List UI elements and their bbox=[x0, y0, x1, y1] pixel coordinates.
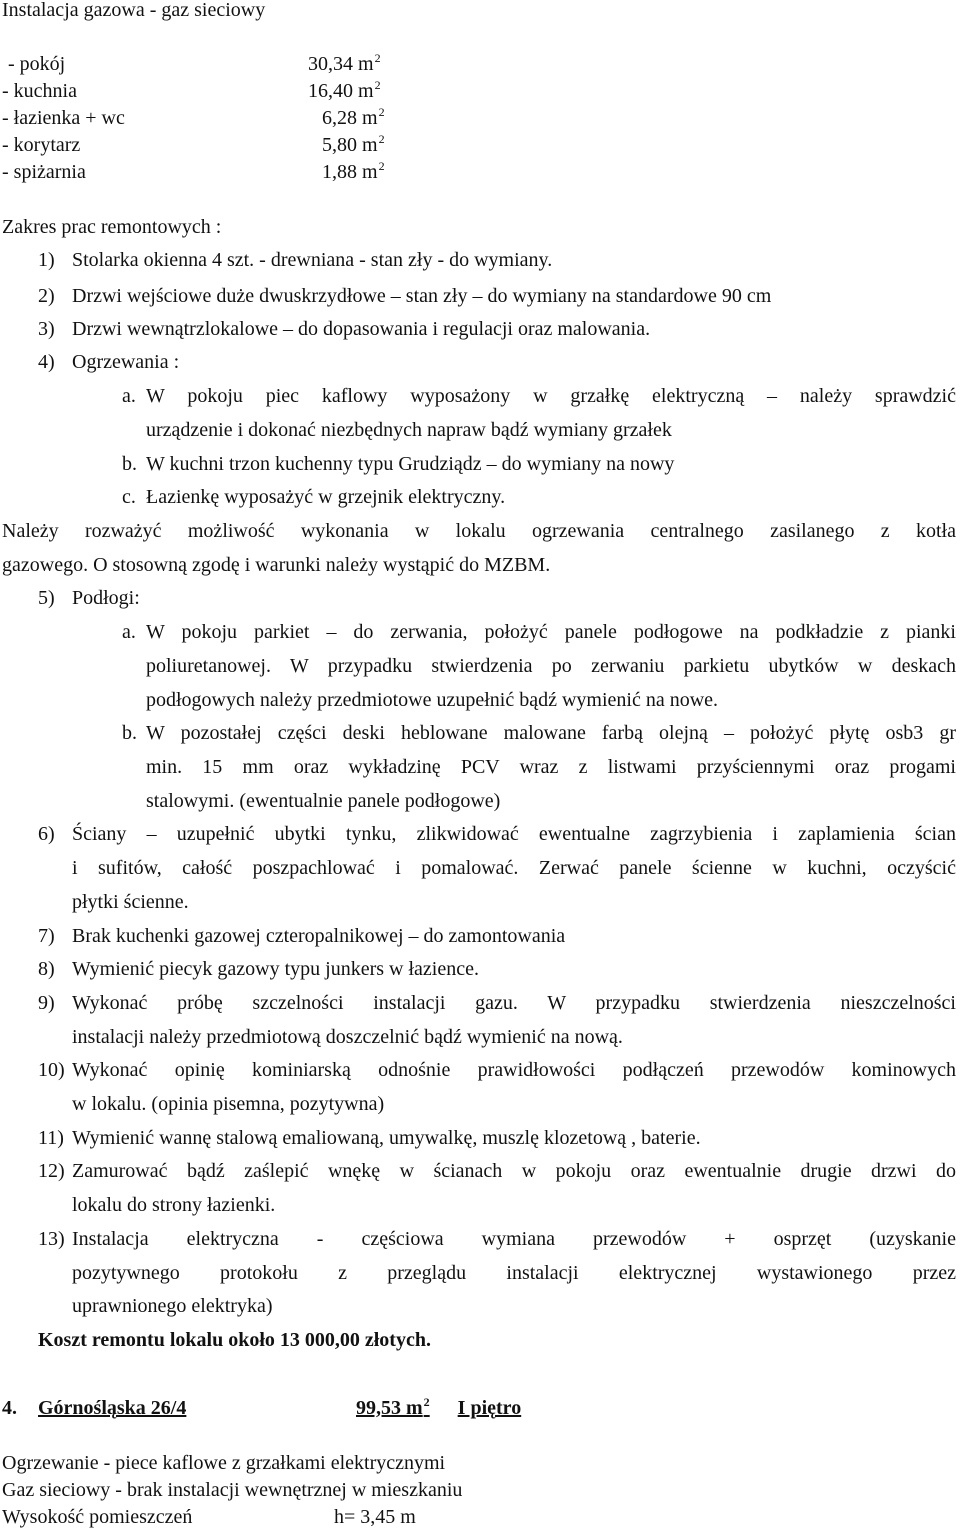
room-name: - korytarz bbox=[2, 134, 81, 156]
item-2: Drzwi wejściowe duże dwuskrzydłowe – stan zły – do wymiany na standardowe 90 cm bbox=[72, 285, 772, 307]
item-number: 13) bbox=[38, 1228, 65, 1250]
section-number: 4. bbox=[2, 1397, 17, 1419]
item-number: 6) bbox=[38, 823, 55, 845]
page-title: Instalacja gazowa - gaz sieciowy bbox=[2, 0, 266, 21]
item-13-line: pozytywnego protokołu z przeglądu instalacji elektrycznej wystawionego przez bbox=[72, 1262, 956, 1284]
subitem-letter: b. bbox=[122, 722, 137, 744]
room-area: 6,28 $m^2$ bbox=[322, 105, 385, 129]
item-4b: W kuchni trzon kuchenny typu Grudziądz – do wymiany na nowy bbox=[146, 453, 675, 475]
item-5b-line: min. 15 mm oraz wykładzinę PCV wraz z listwami przyściennymi oraz progami bbox=[146, 756, 956, 778]
item-7: Brak kuchenki gazowej czteropalnikowej – do zamontowania bbox=[72, 925, 566, 947]
item-number: 5) bbox=[38, 587, 55, 609]
room-name: - spiżarnia bbox=[2, 161, 86, 183]
item-4c: Łazienkę wyposażyć w grzejnik elektryczny. bbox=[146, 486, 506, 508]
item-9-line: instalacji należy przedmiotową doszczelnić bądź wymienić na nową. bbox=[72, 1026, 623, 1048]
item-number: 11) bbox=[38, 1127, 64, 1149]
item-10-line: w lokalu. (opinia pisemna, pozytywna) bbox=[72, 1093, 385, 1115]
item-5a-line: poliuretanowej. W przypadku stwierdzenia po zerwaniu parkietu ubytków w deskach bbox=[146, 655, 956, 677]
cost-summary: Koszt remontu lokalu około 13 000,00 złotych. bbox=[38, 1329, 431, 1351]
item-5b-line: W pozostałej części deski heblowane malowane farbą olejną – położyć płytę osb3 gr bbox=[146, 722, 956, 744]
item-6-line: Ściany – uzupełnić ubytki tynku, zlikwidować ewentualne zagrzybienia i zaplamienia ścian bbox=[72, 823, 956, 845]
item-8: Wymienić piecyk gazowy typu junkers w łazience. bbox=[72, 958, 479, 980]
item-5: Podłogi: bbox=[72, 587, 140, 609]
scope-heading: Zakres prac remontowych : bbox=[2, 216, 222, 238]
item-number: 9) bbox=[38, 992, 55, 1014]
heating-info: Ogrzewanie - piece kaflowe z grzałkami elektrycznymi bbox=[2, 1452, 446, 1474]
heating-note-line: Należy rozważyć możliwość wykonania w lokalu ogrzewania centralnego zasilanego z kotła bbox=[2, 520, 956, 542]
item-number: 7) bbox=[38, 925, 55, 947]
item-5a-line: W pokoju parkiet – do zerwania, położyć panele podłogowe na podkładzie z pianki bbox=[146, 621, 956, 643]
section-area: 99,53 $m^2$ I piętro bbox=[356, 1395, 522, 1419]
item-6-line: płytki ścienne. bbox=[72, 891, 189, 913]
room-name: - pokój bbox=[8, 53, 66, 75]
item-number: 3) bbox=[38, 318, 55, 340]
item-5a-line: podłogowych należy przedmiotowe uzupełnić bądź wymienić na nowe. bbox=[146, 689, 719, 711]
item-number: 10) bbox=[38, 1059, 65, 1081]
item-13-line: uprawnionego elektryka) bbox=[72, 1295, 273, 1317]
item-4a-line: W pokoju piec kaflowy wyposażony w grzałkę elektryczną – należy sprawdzić bbox=[146, 385, 956, 407]
item-3: Drzwi wewnątrzlokalowe – do dopasowania i regulacji oraz malowania. bbox=[72, 318, 651, 340]
room-name: - kuchnia bbox=[2, 80, 77, 102]
room-name: - łazienka + wc bbox=[2, 107, 125, 129]
room-area: 16,40 $m^2$ bbox=[308, 78, 381, 102]
heating-note-line: gazowego. O stosowną zgodę i warunki należy wystąpić do MZBM. bbox=[2, 554, 551, 576]
item-number: 12) bbox=[38, 1160, 65, 1182]
item-13-line: Instalacja elektryczna - częściowa wymiana przewodów + osprzęt (uzyskanie bbox=[72, 1228, 956, 1250]
item-1: Stolarka okienna 4 szt. - drewniana - stan zły - do wymiany. bbox=[72, 249, 553, 271]
item-number: 2) bbox=[38, 285, 55, 307]
subitem-letter: a. bbox=[122, 385, 136, 407]
item-number: 8) bbox=[38, 958, 55, 980]
subitem-letter: b. bbox=[122, 453, 137, 475]
item-4: Ogrzewania : bbox=[72, 351, 180, 373]
item-5b-line: stalowymi. (ewentualnie panele podłogowe) bbox=[146, 790, 501, 812]
item-9-line: Wykonać próbę szczelności instalacji gazu. W przypadku stwierdzenia nieszczelności bbox=[72, 992, 956, 1014]
item-12-line: Zamurować bądź zaślepić wnękę w ścianach w pokoju oraz ewentualnie drugie drzwi do bbox=[72, 1160, 956, 1182]
item-12-line: lokalu do strony łazienki. bbox=[72, 1194, 276, 1216]
subitem-letter: a. bbox=[122, 621, 136, 643]
item-11: Wymienić wannę stalową emaliowaną, umywalkę, muszlę klozetową , baterie. bbox=[72, 1127, 701, 1149]
room-area: 1,88 $m^2$ bbox=[322, 159, 385, 183]
subitem-letter: c. bbox=[122, 486, 136, 508]
height-value: h= 3,45 m bbox=[334, 1506, 416, 1528]
item-4a-line: urządzenie i dokonać niezbędnych napraw bądź wymiany grzałek bbox=[146, 419, 672, 441]
section-address: Górnośląska 26/4 bbox=[38, 1397, 187, 1419]
room-area: 5,80 $m^2$ bbox=[322, 132, 385, 156]
item-10-line: Wykonać opinię kominiarską odnośnie prawidłowości podłączeń przewodów kominowych bbox=[72, 1059, 956, 1081]
height-label: Wysokość pomieszczeń bbox=[2, 1506, 193, 1528]
item-6-line: i sufitów, całość poszpachlować i pomalować. Zerwać panele ścienne w kuchni, oczyścić bbox=[72, 857, 956, 879]
room-area: 30,34 $m^2$ bbox=[308, 51, 381, 75]
item-number: 4) bbox=[38, 351, 55, 373]
gas-info: Gaz sieciowy - brak instalacji wewnętrznej w mieszkaniu bbox=[2, 1479, 463, 1501]
item-number: 1) bbox=[38, 249, 55, 271]
